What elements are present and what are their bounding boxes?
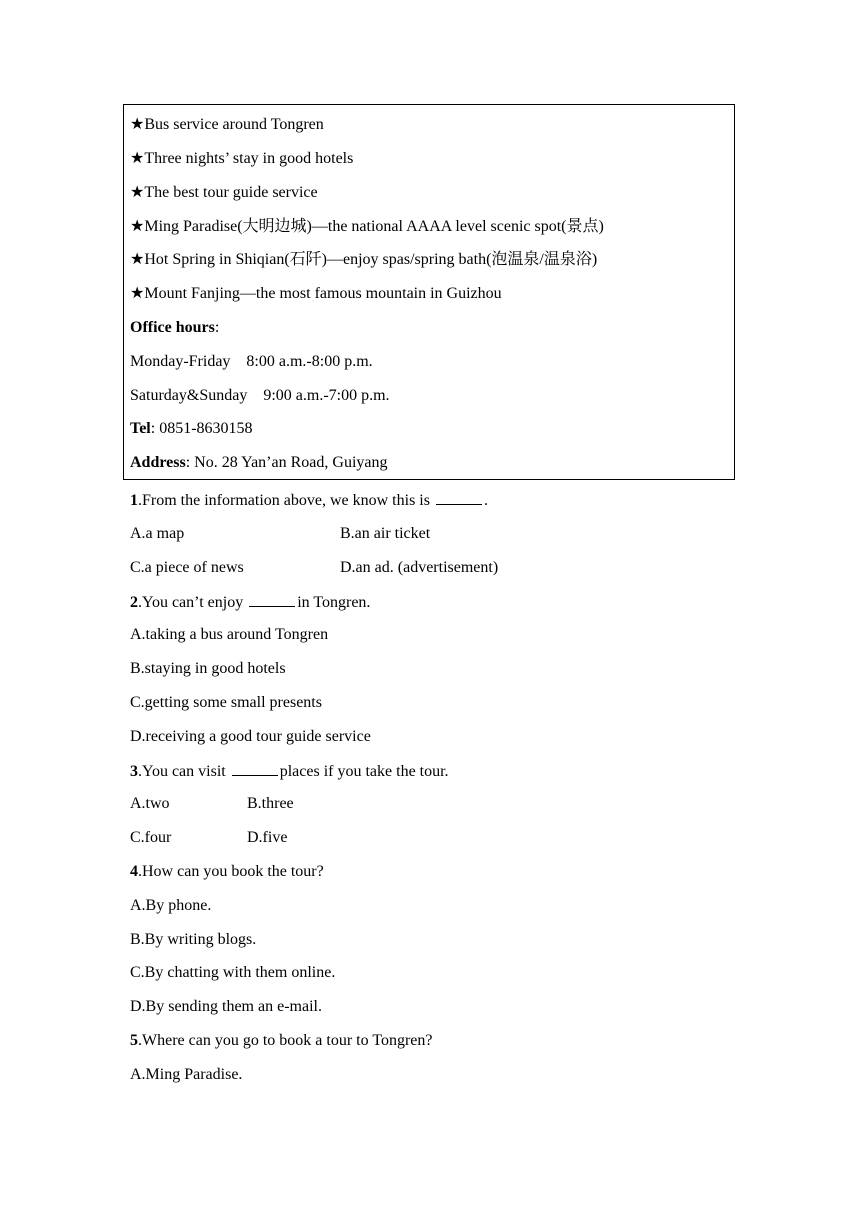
feature-ming-paradise: ★Ming Paradise(大明边城)—the national AAAA level scenic spot(景点) <box>130 218 604 235</box>
hours-weekdays: Monday-Friday 8:00 a.m.-8:00 p.m. <box>130 353 373 370</box>
question-1-option-a: A.a map <box>130 525 185 542</box>
question-1-option-c: C.a piece of news <box>130 559 244 576</box>
tel-line <box>130 419 253 439</box>
question-1 <box>130 490 488 511</box>
question-3-text-after: places if you take the tour. <box>279 763 449 780</box>
feature-hot-spring: ★Hot Spring in Shiqian(石阡)—enjoy spas/spring bath(泡温泉/温泉浴) <box>130 251 598 268</box>
feature-mount-fanjing: ★Mount Fanjing—the most famous mountain in Guizhou <box>130 285 502 302</box>
question-1-text-after: . <box>483 492 488 509</box>
address-value: : No. 28 Yan’an Road, Guiyang <box>185 454 388 471</box>
feature-bus: ★Bus service around Tongren <box>130 116 324 133</box>
question-4-option-a: A.By phone. <box>130 897 212 914</box>
question-2-option-c: C.getting some small presents <box>130 694 322 711</box>
tel-value: : 0851-8630158 <box>150 420 253 437</box>
question-2-option-a: A.taking a bus around Tongren <box>130 626 329 643</box>
question-2-text-after: in Tongren. <box>297 594 371 611</box>
question-5-option-a: A.Ming Paradise. <box>130 1066 243 1083</box>
question-2-option-d: D.receiving a good tour guide service <box>130 728 371 745</box>
question-3-text-before: .You can visit <box>138 763 230 780</box>
address-line <box>130 453 387 473</box>
hours-weekend: Saturday&Sunday 9:00 a.m.-7:00 p.m. <box>130 387 390 404</box>
feature-hotels: ★Three nights’ stay in good hotels <box>130 150 354 167</box>
question-1-option-d: D.an ad. (advertisement) <box>340 559 499 576</box>
address-label: Address <box>130 454 186 471</box>
question-3-option-a: A.two <box>130 795 170 812</box>
question-4 <box>130 862 324 882</box>
question-4-option-c: C.By chatting with them online. <box>130 964 336 981</box>
question-5-text: .Where can you go to book a tour to Tongren? <box>138 1032 433 1049</box>
feature-guide: ★The best tour guide service <box>130 184 318 201</box>
question-3-option-b: B.three <box>247 795 294 812</box>
question-2-option-b: B.staying in good hotels <box>130 660 286 677</box>
question-5 <box>130 1031 433 1051</box>
question-3 <box>130 761 449 782</box>
question-4-text: .How can you book the tour? <box>138 863 324 880</box>
question-1-text-before: .From the information above, we know this is <box>138 492 434 509</box>
question-1-number: 1 <box>130 492 138 509</box>
office-hours-heading <box>130 318 219 338</box>
question-3-number: 3 <box>130 763 138 780</box>
question-1-blank <box>436 490 482 505</box>
question-5-number: 5 <box>130 1032 138 1049</box>
question-4-number: 4 <box>130 863 138 880</box>
question-4-option-d: D.By sending them an e-mail. <box>130 998 322 1015</box>
question-1-option-b: B.an air ticket <box>340 525 431 542</box>
question-3-blank <box>232 761 278 776</box>
question-3-option-c: C.four <box>130 829 172 846</box>
office-hours-label: Office hours <box>130 319 215 336</box>
tel-label: Tel <box>130 420 151 437</box>
question-2-blank <box>249 592 295 607</box>
question-2-number: 2 <box>130 594 138 611</box>
question-3-option-d: D.five <box>247 829 288 846</box>
question-4-option-b: B.By writing blogs. <box>130 931 257 948</box>
question-2-text-before: .You can’t enjoy <box>138 594 248 611</box>
question-2 <box>130 592 370 613</box>
office-hours-colon: : <box>214 319 220 336</box>
